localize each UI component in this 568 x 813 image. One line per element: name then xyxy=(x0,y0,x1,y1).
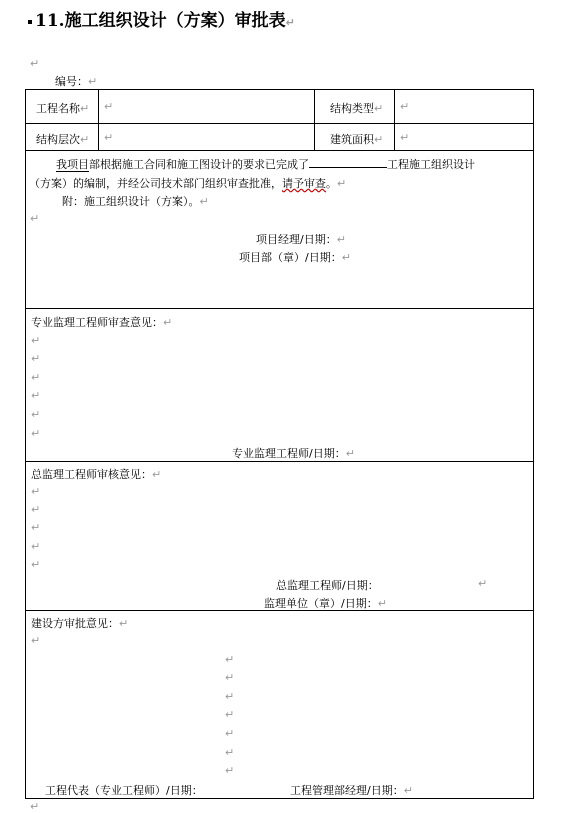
chief-opinion-label: 总监理工程师审核意见：↵ xyxy=(31,468,162,481)
structure-type-field[interactable]: ↵ xyxy=(400,100,410,113)
paragraph-mark: ↵ xyxy=(30,800,40,813)
paragraph-mark: ↵ xyxy=(31,371,41,384)
project-name-label: 工程名称↵ xyxy=(36,102,90,115)
paragraph-mark: ↵ xyxy=(225,653,235,666)
owner-opinion-label: 建设方审批意见：↵ xyxy=(31,617,129,630)
manager-label: 工程管理部经理/日期：↵ xyxy=(290,784,413,797)
paragraph-mark: ↵ xyxy=(225,764,235,777)
structure-floors-label: 结构层次↵ xyxy=(36,133,90,146)
paragraph-mark: ↵ xyxy=(31,503,41,516)
paragraph-mark: ↵ xyxy=(225,671,235,684)
paragraph-mark: ↵ xyxy=(31,634,41,647)
building-area-field[interactable]: ↵ xyxy=(400,131,410,144)
pm-date-label: 项目经理/日期：↵ xyxy=(256,233,346,246)
project-name-field[interactable]: ↵ xyxy=(104,100,114,113)
paragraph-mark: ↵ xyxy=(225,727,235,740)
engineer-rep-label: 工程代表（专业工程师）/日期： xyxy=(45,784,203,797)
paragraph-mark: ↵ xyxy=(31,558,41,571)
dept-date-label: 项目部（章）/日期：↵ xyxy=(239,251,351,264)
statement-line-2: （方案）的编制，并经公司技术部门组织审查批准，请予审查。↵ xyxy=(29,177,347,190)
paragraph-mark: ↵ xyxy=(31,540,41,553)
supervisor-opinion-label: 专业监理工程师审查意见：↵ xyxy=(31,316,173,329)
paragraph-mark: ↵ xyxy=(31,408,41,421)
paragraph-mark: ↵ xyxy=(30,212,40,225)
paragraph-mark: ↵ xyxy=(31,389,41,402)
chief-sign-label: 总监理工程师/日期： xyxy=(276,579,379,592)
number-label: 编号：↵ xyxy=(55,75,98,88)
paragraph-mark: ↵ xyxy=(225,690,235,703)
supervision-unit-label: 监理单位（章）/日期：↵ xyxy=(264,597,387,610)
paragraph-mark: ↵ xyxy=(478,577,488,590)
structure-type-label: 结构类型↵ xyxy=(330,102,384,115)
paragraph-mark: ↵ xyxy=(225,746,235,759)
paragraph-mark: ↵ xyxy=(30,57,40,70)
paragraph-mark: ↵ xyxy=(31,521,41,534)
paragraph-mark: ↵ xyxy=(31,334,41,347)
page-title: 11.施工组织设计（方案）审批表↵ xyxy=(28,6,295,31)
paragraph-mark: ↵ xyxy=(225,708,235,721)
supervisor-sign-label: 专业监理工程师/日期：↵ xyxy=(232,447,355,460)
paragraph-mark: ↵ xyxy=(31,427,41,440)
project-blank[interactable] xyxy=(309,157,387,168)
attachment-line: 附：施工组织设计（方案）。↵ xyxy=(62,195,209,208)
paragraph-mark: ↵ xyxy=(31,352,41,365)
bullet-square-icon xyxy=(28,20,32,24)
building-area-label: 建筑面积↵ xyxy=(330,133,384,146)
structure-floors-field[interactable]: ↵ xyxy=(104,131,114,144)
paragraph-mark: ↵ xyxy=(31,485,41,498)
statement-line-1: 我项目部根据施工合同和施工图设计的要求已完成了 工程施工组织设计 xyxy=(56,158,475,171)
